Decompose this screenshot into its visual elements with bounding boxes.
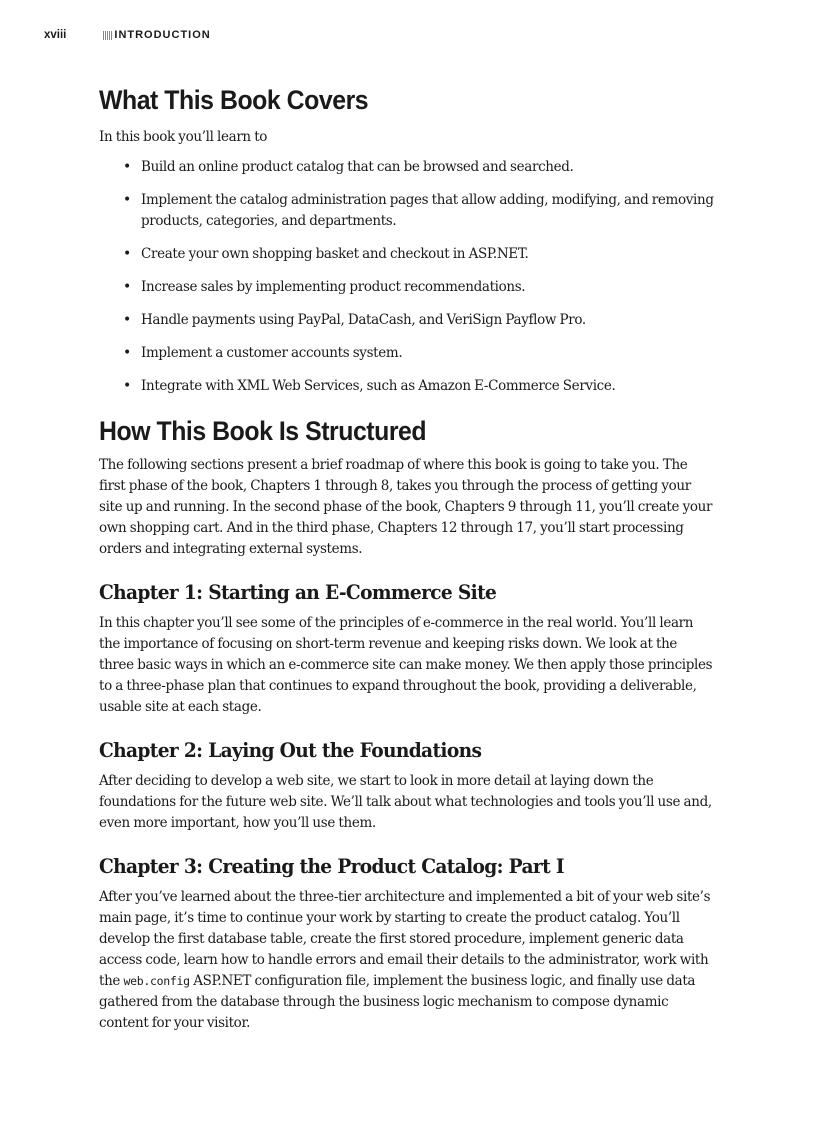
bullet-icon: • (123, 159, 131, 175)
list-item: • Create your own shopping basket and checkout in ASP.NET. (99, 244, 715, 265)
chapter-3-title: Chapter 3: Creating the Product Catalog: Part I (99, 854, 564, 878)
covers-list (99, 157, 715, 397)
heading-what-this-book-covers: What This Book Covers (99, 85, 369, 115)
page-number: xviii (44, 29, 67, 41)
structure-paragraph: The following sections present a brief roadmap of where this book is going to take you. The first phase of the book, Chapters 1 through 8, takes you through the process of getting your site up and running. In the second phase of the book, Chapters 9 through 11, you’ll create your own shopping cart. And in the third phase, Chapters 12 through 17, you’ll start processing orders and integrating external systems. (99, 457, 713, 557)
bullet-icon: • (123, 345, 131, 361)
covers-intro: In this book you’ll learn to (99, 129, 268, 145)
inline-code: web.config (123, 974, 190, 988)
chapter-3-section (99, 851, 715, 1034)
bullet-icon: • (123, 312, 131, 328)
running-head-section: INTRODUCTION (114, 29, 211, 41)
chapter-3-text: After you’ve learned about the three-tier architecture and implemented a bit of your web site’s main page, it’s time to continue your work by starting to create the product catalog. You’ll develop the first database table, create the first stored procedure, implement generic data access code, learn how to handle errors and email their details to the administrator, work with the web.config ASP.NET configuration file, implement the business logic, and finally use data gathered from the database through the business logic mechanism to compose dynamic content for your visitor. (99, 889, 711, 1031)
running-head-mark (103, 31, 112, 40)
list-item: • Implement the catalog administration pages that allow adding, modifying, and removing products, categories, and departments. (123, 192, 714, 229)
bullet-icon: • (123, 279, 131, 295)
chapter-2-text: After deciding to develop a web site, we start to look in more detail at laying down the foundations for the future web site. We’ll talk about what technologies and tools you’ll use and, even more important, how you’ll use them. (99, 773, 712, 831)
list-item: • Implement a customer accounts system. (99, 343, 715, 364)
chapter-1-text: In this chapter you’ll see some of the principles of e-commerce in the real world. You’ll learn the importance of focusing on short-term revenue and keeping risks down. We look at the three basic ways in which an e-commerce site can make money. We then apply those principles to a three-phase plan that continues to expand throughout the book, providing a deliverable, usable site at each stage. (99, 615, 713, 715)
chapter-1-title: Chapter 1: Starting an E-Commerce Site (99, 580, 497, 604)
chapter-2-section (99, 735, 715, 834)
heading-how-this-book-is-structured: How This Book Is Structured (99, 416, 427, 446)
list-item: • Increase sales by implementing product recommendations. (99, 277, 715, 298)
chapter-1-section (99, 577, 715, 718)
bullet-icon: • (123, 378, 131, 394)
list-item: • Handle payments using PayPal, DataCash, and VeriSign Payflow Pro. (99, 310, 715, 331)
list-item: • Build an online product catalog that can be browsed and searched. (99, 157, 715, 178)
running-head (44, 28, 211, 42)
list-item: • Integrate with XML Web Services, such as Amazon E-Commerce Service. (99, 376, 715, 397)
page-body (99, 82, 715, 1034)
chapter-2-title: Chapter 2: Laying Out the Foundations (99, 738, 482, 762)
bullet-icon: • (123, 246, 131, 262)
bullet-icon: • (123, 192, 131, 208)
